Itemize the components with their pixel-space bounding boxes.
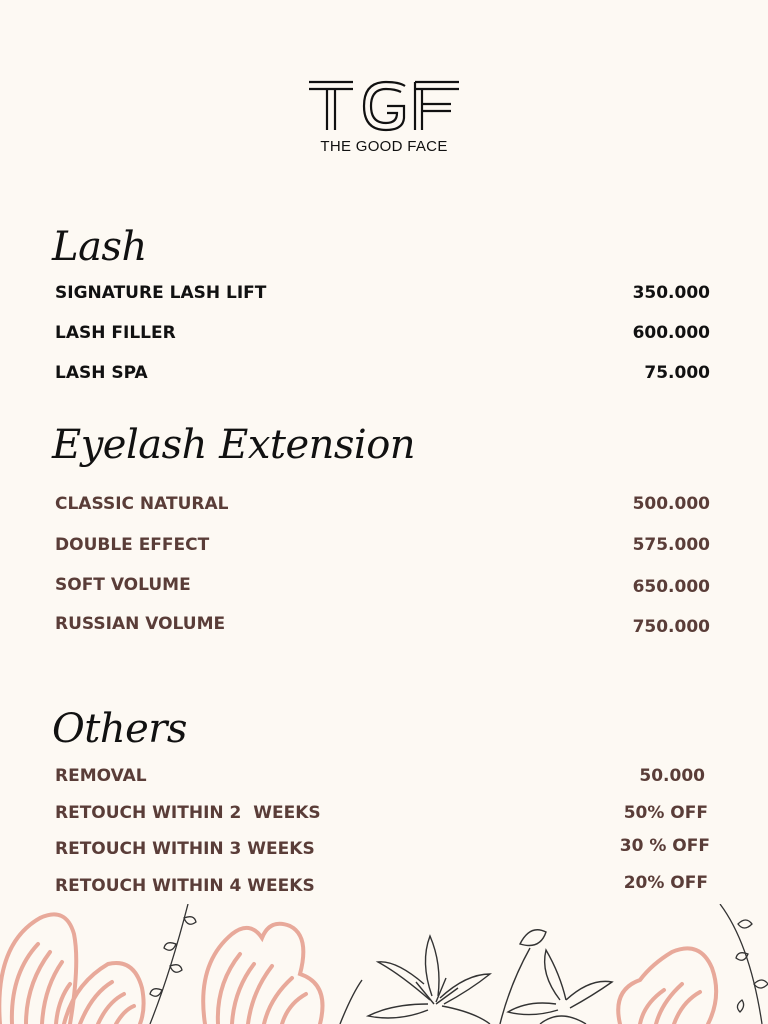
price-row: [55, 764, 705, 788]
section-title-others: Others: [52, 706, 187, 752]
service-name: RUSSIAN VOLUME: [55, 614, 226, 634]
monstera-leaf-icon: [0, 914, 144, 1024]
service-price: 750.000: [632, 617, 710, 637]
price-row: [55, 874, 708, 898]
service-name: LASH SPA: [55, 363, 148, 383]
price-row: [55, 801, 708, 825]
service-name: RETOUCH WITHIN 4 WEEKS: [55, 876, 315, 896]
service-price: 650.000: [632, 577, 710, 597]
service-price: 50.000: [639, 766, 705, 786]
price-row: [55, 492, 710, 516]
service-price: 30 % OFF: [619, 836, 710, 856]
service-name: REMOVAL: [55, 766, 147, 786]
lily-flower-icon: [340, 930, 612, 1024]
price-row: [55, 837, 710, 861]
brand-logo: [0, 80, 768, 155]
price-row: [55, 361, 710, 385]
service-price: 575.000: [632, 535, 710, 555]
price-row: [55, 573, 710, 597]
service-price: 350.000: [632, 283, 710, 303]
monstera-leaf-icon: [203, 924, 322, 1024]
service-name: LASH FILLER: [55, 323, 176, 343]
service-name: RETOUCH WITHIN 3 WEEKS: [55, 839, 315, 859]
service-price: 500.000: [632, 494, 710, 514]
floral-decoration: [0, 904, 768, 1024]
vine-sprig-icon: [150, 904, 196, 1024]
price-row: [55, 612, 710, 636]
service-price: 50% OFF: [623, 803, 708, 823]
vine-sprig-icon: [720, 904, 768, 1024]
tgf-logo-mark: [309, 80, 459, 132]
service-name: SOFT VOLUME: [55, 575, 191, 595]
monstera-leaf-icon: [618, 948, 716, 1024]
service-price: 600.000: [632, 323, 710, 343]
price-row: [55, 321, 710, 345]
service-name: CLASSIC NATURAL: [55, 494, 229, 514]
service-name: SIGNATURE LASH LIFT: [55, 283, 267, 303]
price-row: [55, 533, 710, 557]
section-title-lash: Lash: [52, 224, 147, 270]
service-name: RETOUCH WITHIN 2 WEEKS: [55, 803, 321, 823]
service-price: 20% OFF: [623, 873, 708, 893]
service-name: DOUBLE EFFECT: [55, 535, 210, 555]
price-row: [55, 281, 710, 305]
brand-name: THE GOOD FACE: [320, 138, 448, 155]
service-price: 75.000: [644, 363, 710, 383]
section-title-eyelash-extension: Eyelash Extension: [52, 422, 416, 468]
